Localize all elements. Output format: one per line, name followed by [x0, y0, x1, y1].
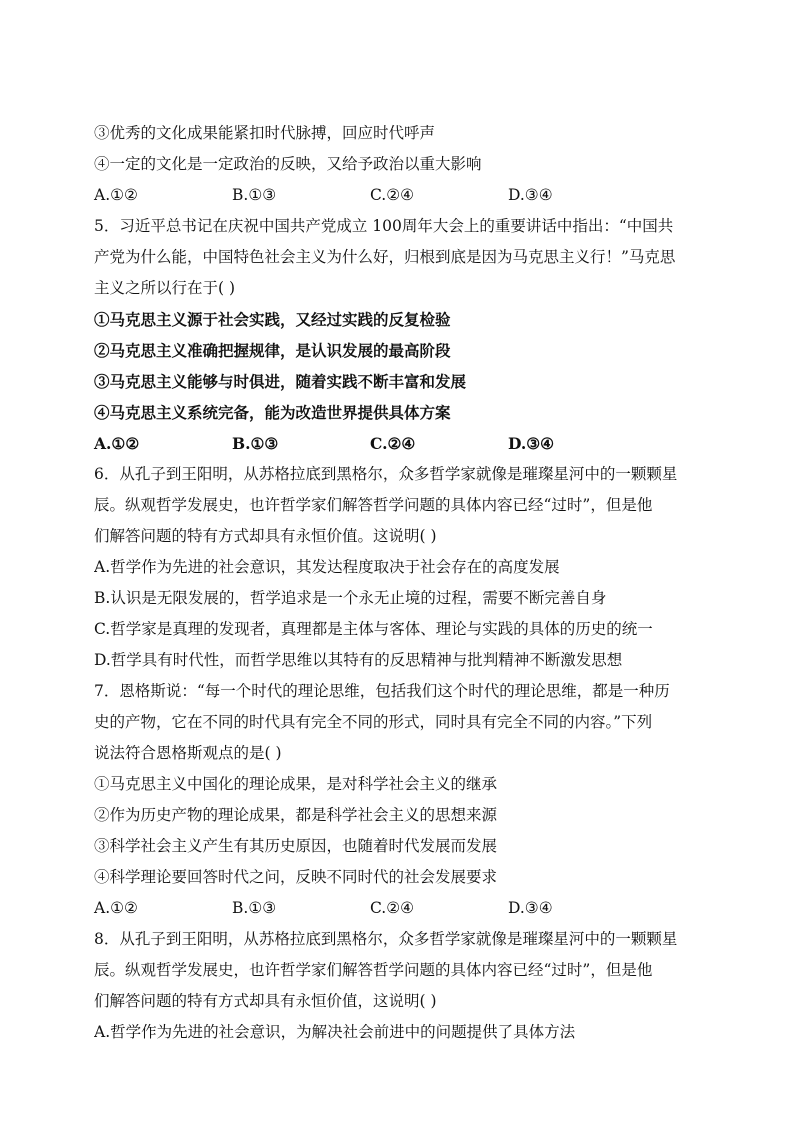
q5-statement-4: ④马克思主义系统完备，能为改造世界提供具体方案: [94, 403, 451, 422]
answer-options-q5: [94, 428, 706, 459]
option-a: A.①②: [94, 434, 140, 453]
question-7-stem-line-2: 史的产物，它在不同的时代具有完全不同的形式，同时具有完全不同的内容。”下列: [94, 713, 653, 731]
statement-3: ③优秀的文化成果能紧扣时代脉搏，回应时代呼声: [94, 124, 436, 142]
question-8-stem-line-1: 8．从孔子到王阳明，从苏格拉底到黑格尔，众多哲学家就像是璀璨星河中的一颗颗星: [94, 930, 678, 948]
q7-statement-1: ①马克思主义中国化的理论成果，是对科学社会主义的继承: [94, 775, 498, 793]
document-body: [94, 118, 706, 1048]
option-d: D.③④: [508, 186, 553, 204]
question-6-stem-line-1: 6．从孔子到王阳明，从苏格拉底到黑格尔，众多哲学家就像是璀璨星河中的一颗颗星: [94, 465, 678, 483]
answer-options-q4: [94, 180, 706, 211]
question-7-stem-line-3: 说法符合恩格斯观点的是( ): [94, 744, 282, 762]
question-8-stem-line-2: 辰。纵观哲学发展史，也许哲学家们解答哲学问题的具体内容已经“过时”，但是他: [94, 961, 653, 979]
statement-4: ④一定的文化是一定政治的反映，又给予政治以重大影响: [94, 155, 482, 173]
question-5-stem-line-3: 主义之所以行在于( ): [94, 279, 236, 297]
q5-statement-1: ①马克思主义源于社会实践，又经过实践的反复检验: [94, 310, 451, 329]
answer-options-q7: [94, 893, 706, 924]
question-5-stem-line-1: 5．习近平总书记在庆祝中国共产党成立 100周年大会上的重要讲话中指出：“中国共: [94, 217, 674, 235]
option-b: B.①③: [232, 434, 279, 453]
q5-statement-3: ③马克思主义能够与时俱进，随着实践不断丰富和发展: [94, 372, 467, 391]
option-c: C.②④: [370, 899, 415, 917]
question-5-stem-line-2: 产党为什么能，中国特色社会主义为什么好，归根到底是因为马克思主义行！”马克思: [94, 248, 676, 266]
q7-statement-3: ③科学社会主义产生有其历史原因，也随着时代发展而发展: [94, 837, 498, 855]
question-6-stem-line-3: 们解答问题的特有方式却具有永恒价值。这说明( ): [94, 527, 437, 545]
q6-option-d: D.哲学具有时代性，而哲学思维以其特有的反思精神与批判精神不断激发思想: [94, 651, 623, 669]
option-a: A.①②: [94, 186, 138, 204]
question-7-stem-line-1: 7．恩格斯说：“每一个时代的理论思维，包括我们这个时代的理论思维，都是一种历: [94, 682, 670, 700]
q5-statement-2: ②马克思主义准确把握规律，是认识发展的最高阶段: [94, 341, 451, 360]
question-6-stem-line-2: 辰。纵观哲学发展史，也许哲学家们解答哲学问题的具体内容已经“过时”，但是他: [94, 496, 653, 514]
option-c: C.②④: [370, 434, 416, 453]
q7-statement-2: ②作为历史产物的理论成果，都是科学社会主义的思想来源: [94, 806, 498, 824]
q6-option-c: C.哲学家是真理的发现者，真理都是主体与客体、理论与实践的具体的历史的统一: [94, 620, 653, 638]
q6-option-b: B.认识是无限发展的，哲学追求是一个永无止境的过程，需要不断完善自身: [94, 589, 607, 607]
question-8-stem-line-3: 们解答问题的特有方式却具有永恒价值，这说明( ): [94, 992, 437, 1010]
q6-option-a: A.哲学作为先进的社会意识，其发达程度取决于社会存在的高度发展: [94, 558, 560, 576]
option-d: D.③④: [508, 899, 553, 917]
option-d: D.③④: [508, 434, 555, 453]
option-b: B.①③: [232, 186, 277, 204]
option-a: A.①②: [94, 899, 138, 917]
option-b: B.①③: [232, 899, 277, 917]
option-c: C.②④: [370, 186, 415, 204]
q8-option-a: A.哲学作为先进的社会意识，为解决社会前进中的问题提供了具体方法: [94, 1023, 576, 1041]
q7-statement-4: ④科学理论要回答时代之问，反映不同时代的社会发展要求: [94, 868, 498, 886]
